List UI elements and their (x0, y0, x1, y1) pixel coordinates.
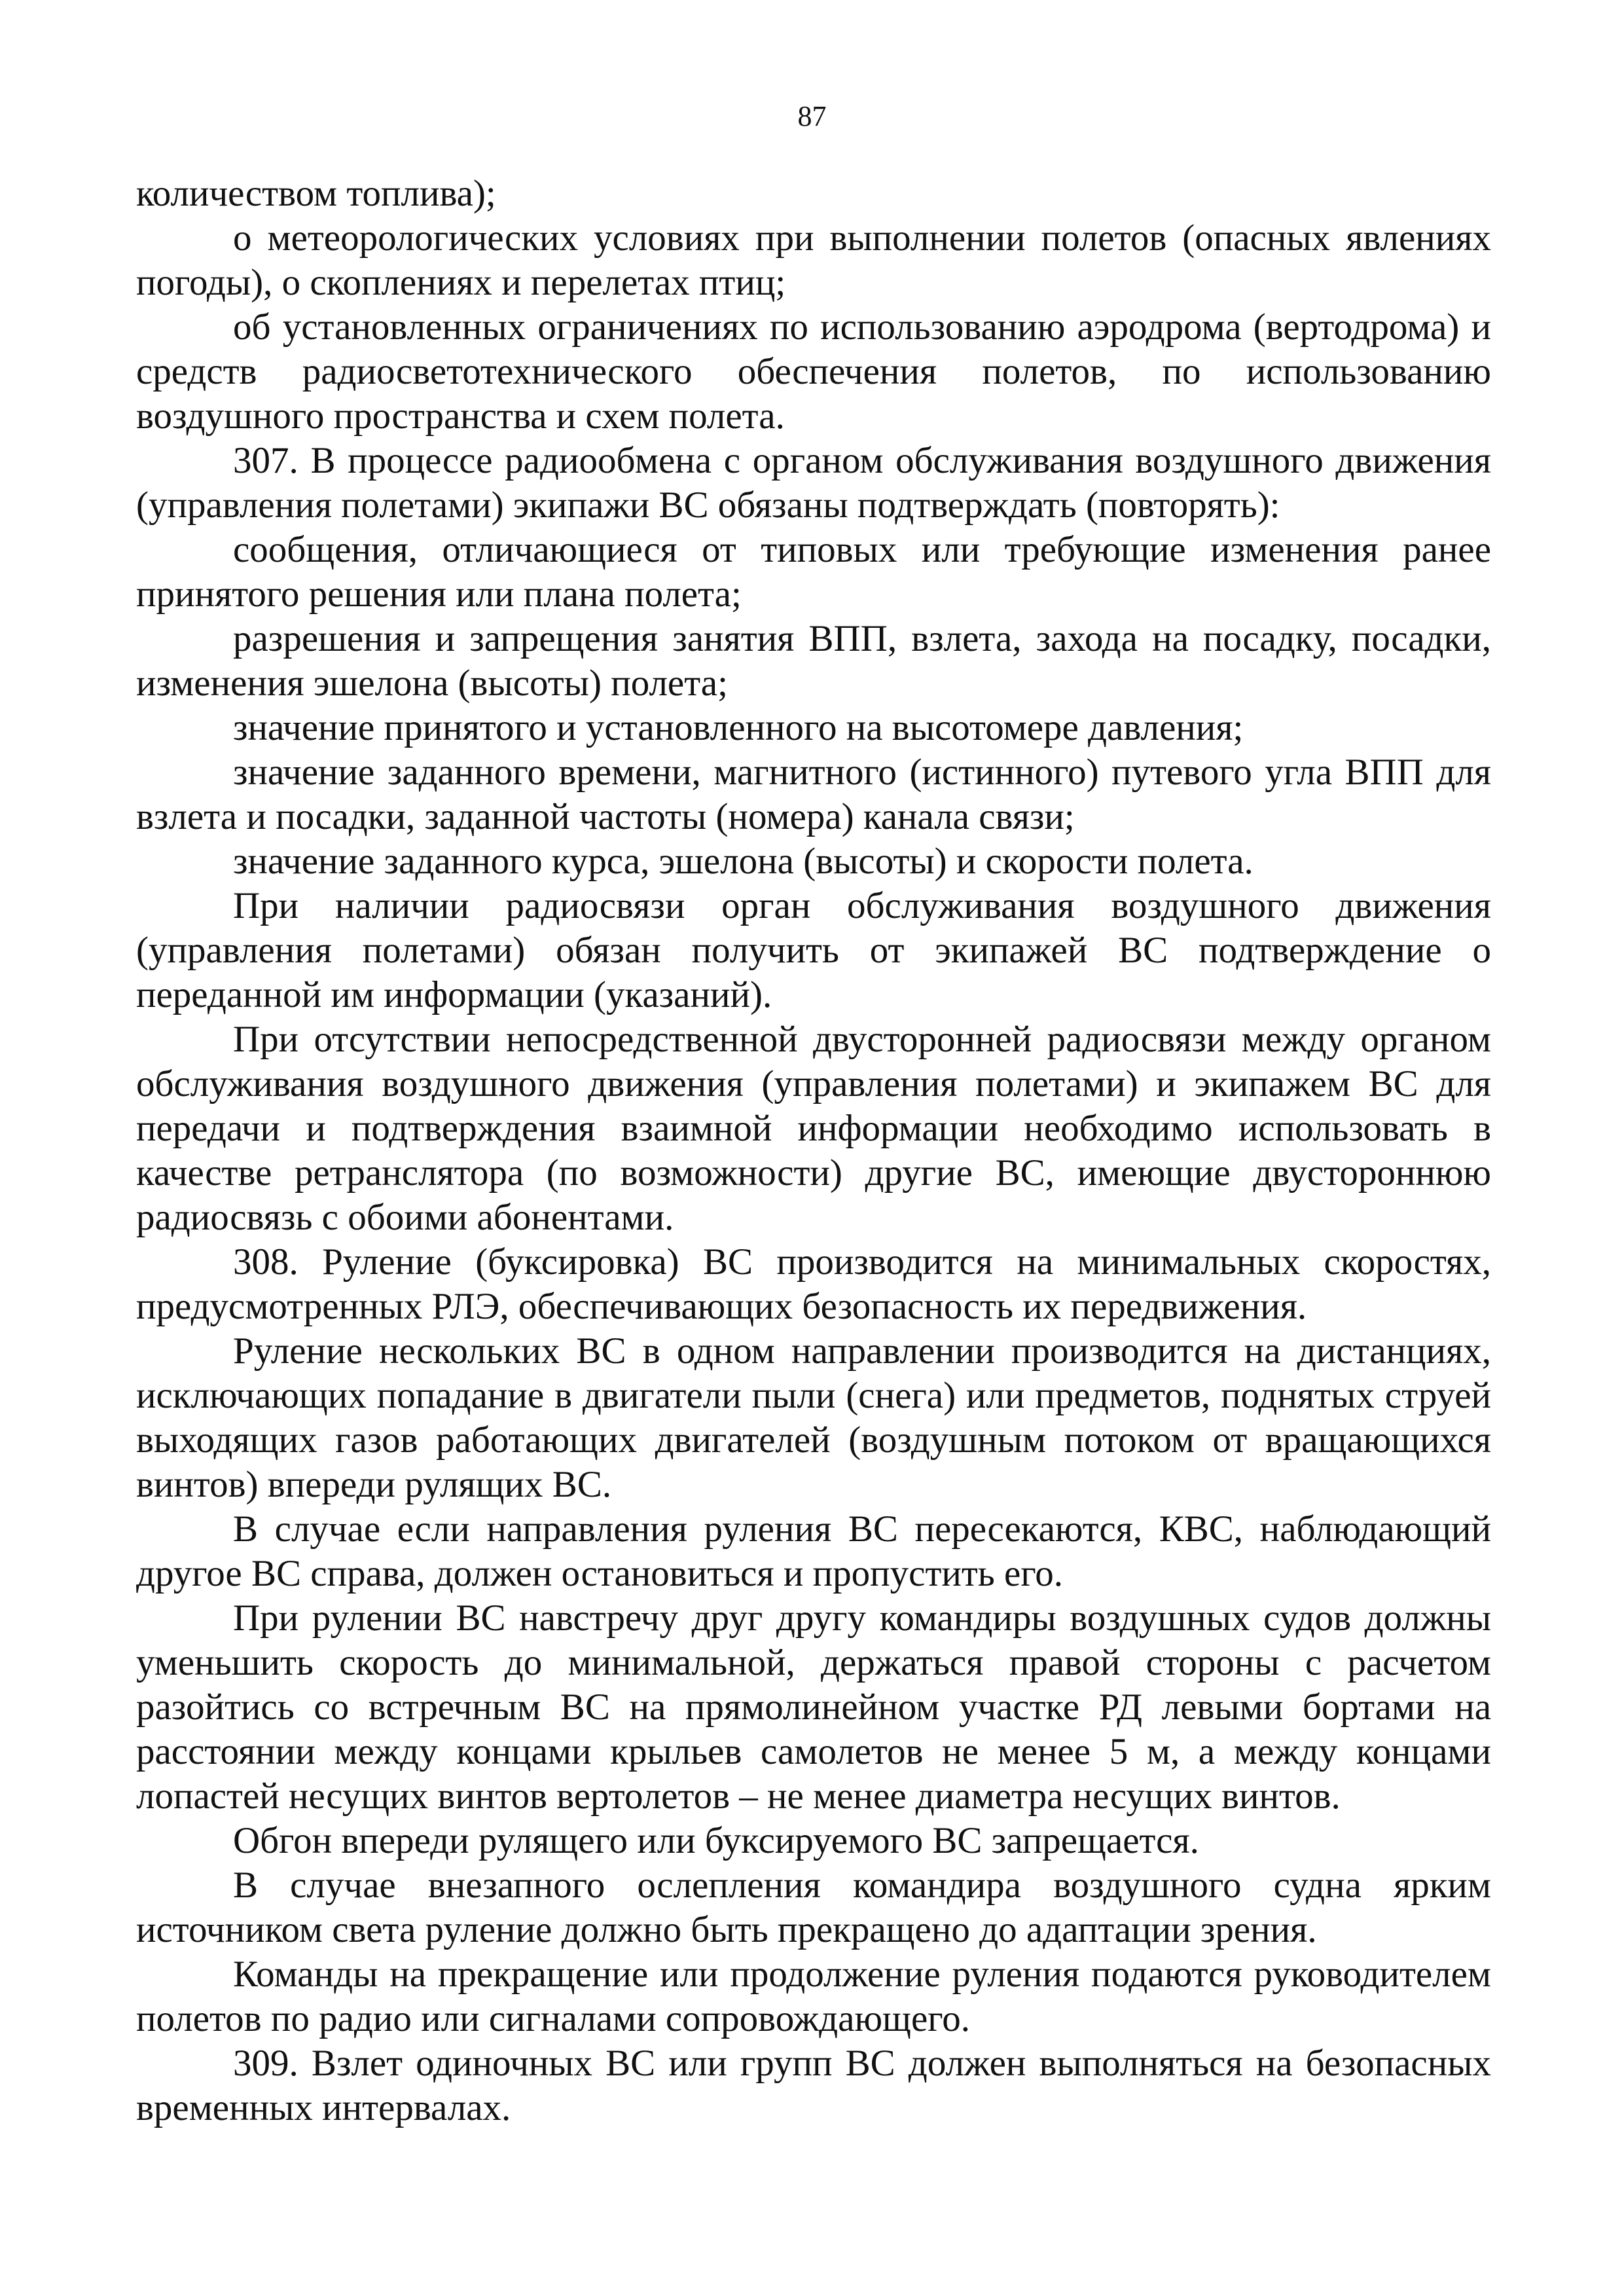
page-number: 87 (797, 100, 827, 132)
paragraph: сообщения, отличающиеся от типовых или требующие изменения ранее принятого решения или плана полета; (136, 529, 1491, 615)
paragraph: Команды на прекращение или продолжение руления подаются руководителем полетов по радио или сигналами сопровождающего. (136, 1954, 1491, 2039)
paragraph: Руление нескольких ВС в одном направлении производится на дистанциях, исключающих попадание в двигатели пыли (снега) или предметов, поднятых струей выходящих газов работающих двигателей (воздушным потоком от вращающихся винтов) впереди рулящих ВС. (136, 1330, 1491, 1505)
paragraph: В случае внезапного ослепления командира воздушного судна ярким источником света руление должно быть прекращено до адаптации зрения. (136, 1865, 1491, 1950)
section-308: 308. Руление (буксировка) ВС производится на минимальных скоростях, предусмотренных РЛЭ, обеспечивающих безопасность их передвижения. (136, 1241, 1491, 1327)
paragraph: При отсутствии непосредственной двусторонней радиосвязи между органом обслуживания воздушного движения (управления полетами) и экипажем ВС для передачи и подтверждения взаимной информации необходимо использовать в качестве ретранслятора (по возможности) другие ВС, имеющие двустороннюю радиосвязь с обоими абонентами. (136, 1019, 1491, 1238)
paragraph: значение заданного курса, эшелона (высоты) и скорости полета. (233, 841, 1254, 882)
paragraph: В случае если направления руления ВС пересекаются, КВС, наблюдающий другое ВС справа, должен остановиться и пропустить его. (136, 1508, 1491, 1594)
document-body (136, 172, 1491, 2130)
section-309: 309. Взлет одиночных ВС или групп ВС должен выполняться на безопасных временных интервалах. (136, 2043, 1491, 2128)
paragraph: Обгон впереди рулящего или буксируемого ВС запрещается. (233, 1820, 1199, 1861)
paragraph: При рулении ВС навстречу друг другу командиры воздушных судов должны уменьшить скорость до минимальной, держаться правой стороны с расчетом разойтись со встречным ВС на прямолинейном участке РД левыми бортами на расстоянии между концами крыльев самолетов не менее 5 м, а между концами лопастей несущих винтов вертолетов – не менее диаметра несущих винтов. (136, 1597, 1491, 1817)
paragraph: значение заданного времени, магнитного (истинного) путевого угла ВПП для взлета и посадки, заданной частоты (номера) канала связи; (136, 752, 1491, 837)
paragraph: разрешения и запрещения занятия ВПП, взлета, захода на посадку, посадки, изменения эшелона (высоты) полета; (136, 618, 1491, 704)
paragraph: значение принятого и установленного на высотомере давления; (233, 707, 1244, 748)
paragraph-continuation: количеством топлива); (136, 173, 496, 214)
paragraph: об установленных ограничениях по использованию аэродрома (вертодрома) и средств радиосветотехнического обеспечения полетов, по использованию воздушного пространства и схем полета. (136, 306, 1491, 437)
paragraph: о метеорологических условиях при выполнении полетов (опасных явлениях погоды), о скоплениях и перелетах птиц; (136, 217, 1491, 303)
section-307: 307. В процессе радиообмена с органом обслуживания воздушного движения (управления полетами) экипажи ВС обязаны подтверждать (повторять): (136, 440, 1491, 526)
paragraph: При наличии радиосвязи орган обслуживания воздушного движения (управления полетами) обязан получить от экипажей ВС подтверждение о переданной им информации (указаний). (136, 885, 1491, 1015)
